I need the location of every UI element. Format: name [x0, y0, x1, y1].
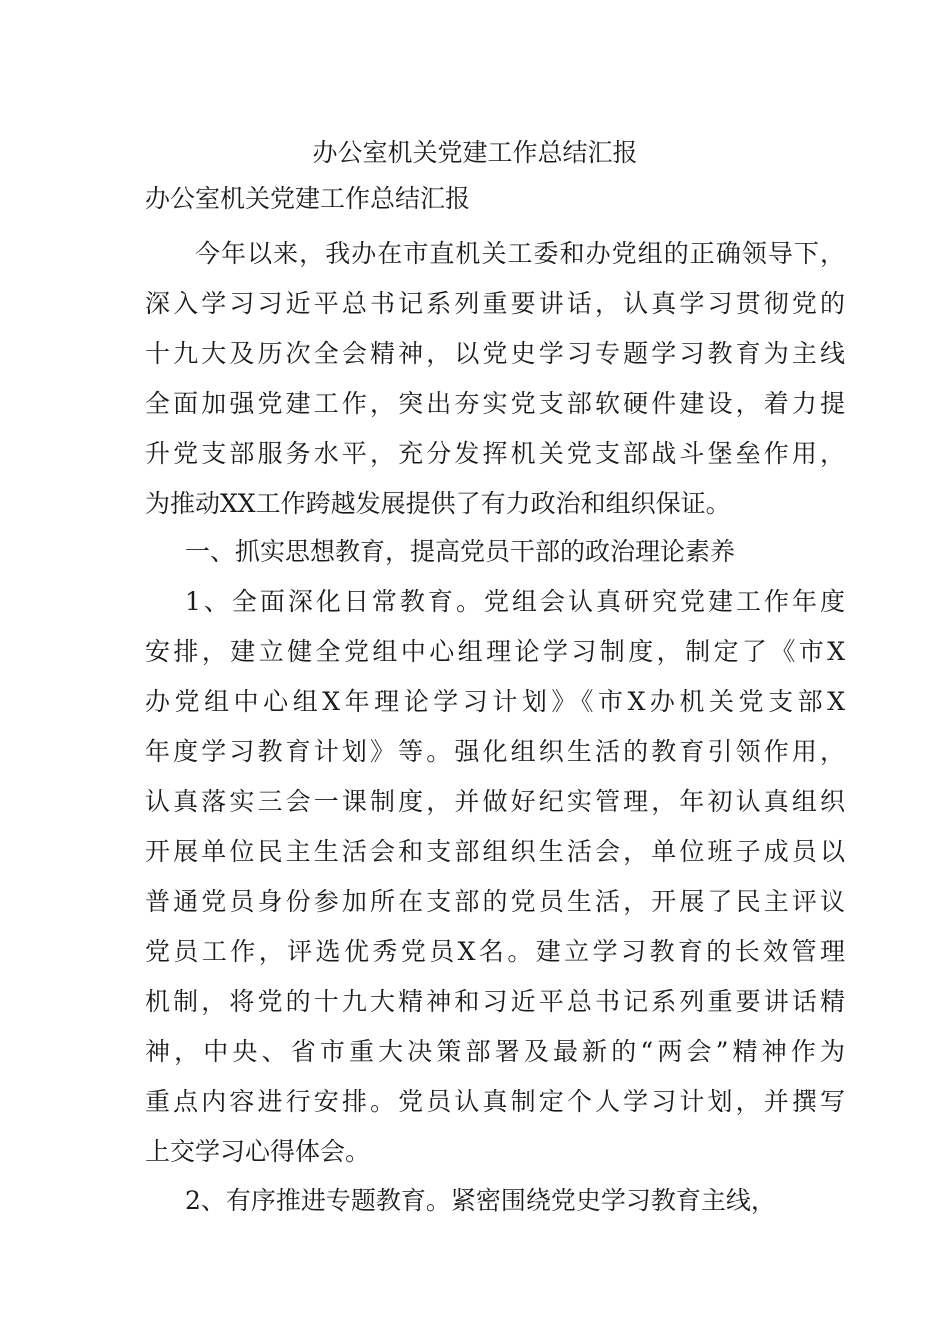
paragraph-line: 深入学习习近平总书记系列重要讲话，认真学习贯彻党的	[145, 289, 845, 318]
paragraph-intro	[145, 229, 845, 529]
paragraph-line: 开展单位民主生活会和支部组织生活会，单位班子成员以	[145, 837, 845, 866]
paragraph-line: 党员工作，评选优秀党员X名。建立学习教育的长效管理	[145, 937, 845, 966]
paragraph-line: 普通党员身份参加所在支部的党员生活，开展了民主评议	[145, 887, 845, 916]
document-title: 办公室机关党建工作总结汇报	[312, 138, 638, 167]
paragraph-line: 为推动XX工作跨越发展提供了有力政治和组织保证。	[145, 489, 731, 518]
paragraph-line: 十九大及历次全会精神，以党史学习专题学习教育为主线	[145, 339, 845, 368]
paragraph-line: 重点内容进行安排。党员认真制定个人学习计划，并撰写	[145, 1087, 845, 1116]
paragraph-line: 上交学习心得体会。	[145, 1137, 371, 1166]
paragraph-line: 1、全面深化日常教育。党组会认真研究党建工作年度	[185, 587, 845, 616]
paragraph-line: 办党组中心组X年理论学习计划》《市X办机关党支部X	[145, 687, 845, 716]
paragraph-line: 全面加强党建工作，突出夯实党支部软硬件建设，着力提	[145, 389, 845, 418]
paragraph-line: 机制，将党的十九大精神和习近平总书记系列重要讲话精	[145, 987, 845, 1016]
paragraph-line: 神，中央、省市重大决策部署及最新的“两会”精神作为	[145, 1037, 845, 1066]
paragraph-line: 2、有序推进专题教育。紧密围绕党史学习教育主线，	[185, 1186, 776, 1215]
paragraph-thematic-education	[145, 1176, 845, 1226]
paragraph-daily-education	[145, 577, 845, 1177]
paragraph-line: 今年以来，我办在市直机关工委和办党组的正确领导下，	[195, 239, 845, 268]
paragraph-line: 升党支部服务水平，充分发挥机关党支部战斗堡垒作用，	[145, 439, 845, 468]
section-heading-text: 一、抓实思想教育，提高党员干部的政治理论素养	[185, 537, 736, 566]
paragraph-line: 认真落实三会一课制度，并做好纪实管理，年初认真组织	[145, 787, 845, 816]
paragraph-line: 安排，建立健全党组中心组理论学习制度，制定了《市X	[145, 637, 845, 666]
document-subtitle: 办公室机关党建工作总结汇报	[145, 184, 471, 213]
section-heading-1	[145, 527, 845, 577]
paragraph-line: 年度学习教育计划》等。强化组织生活的教育引领作用，	[145, 737, 845, 766]
